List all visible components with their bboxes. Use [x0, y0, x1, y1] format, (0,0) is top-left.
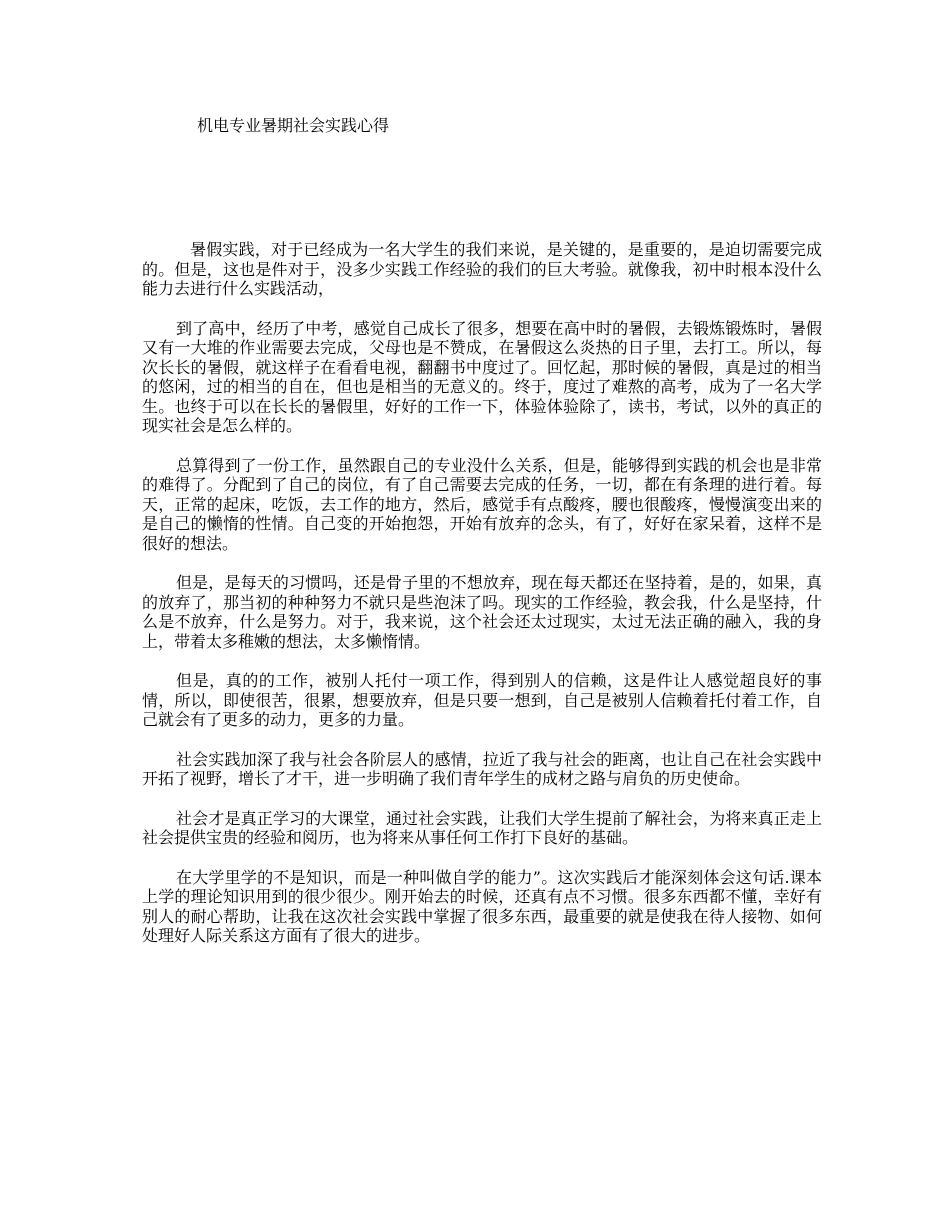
document-body [142, 240, 822, 966]
paragraph-3: 总算得到了一份工作，虽然跟自己的专业没什么关系，但是，能够得到实践的机会也是非常的难得了。分配到了自己的岗位，有了自己需要去完成的任务，一切，都在有条理的进行着。每天，正常的起床，吃饭，去工作的地方，然后，感觉手有点酸疼，腰也很酸疼，慢慢演变出来的是自己的懒惰的性情。自己变的开始抱怨，开始有放弃的念头，有了，好好在家呆着，这样不是很好的想法。 [142, 455, 822, 553]
paragraph-6: 社会实践加深了我与社会各阶层人的感情，拉近了我与社会的距离，也让自己在社会实践中开拓了视野，增长了才干，进一步明确了我们青年学生的成材之路与肩负的历史使命。 [142, 749, 822, 788]
paragraph-7: 社会才是真正学习的大课堂，通过社会实践，让我们大学生提前了解社会，为将来真正走上社会提供宝贵的经验和阅历，也为将来从事任何工作打下良好的基础。 [142, 808, 822, 847]
paragraph-2: 到了高中，经历了中考，感觉自己成长了很多，想要在高中时的暑假，去锻炼锻炼时，暑假又有一大堆的作业需要去完成，父母也是不赞成，在暑假这么炎热的日子里，去打工。所以，每次长长的暑假，就这样子在看看电视，翻翻书中度过了。回忆起，那时候的暑假，真是过的相当的悠闲，过的相当的自在，但也是相当的无意义的。终于，度过了难熬的高考，成为了一名大学生。也终于可以在长长的暑假里，好好的工作一下，体验体验除了，读书，考试，以外的真正的现实社会是怎么样的。 [142, 318, 822, 435]
paragraph-8: 在大学里学的不是知识，而是一种叫做自学的能力”。这次实践后才能深刻体会这句话.课本上学的理论知识用到的很少很少。刚开始去的时候，还真有点不习惯。很多东西都不懂，幸好有别人的耐心帮助，让我在这次社会实践中掌握了很多东西，最重要的就是使我在待人接物、如何处理好人际关系这方面有了很大的进步。 [142, 867, 822, 945]
paragraph-5: 但是，真的的工作，被别人托付一项工作，得到别人的信赖，这是件让人感觉超良好的事情，所以，即使很苦，很累，想要放弃，但是只要一想到，自己是被别人信赖着托付着工作，自己就会有了更多的动力，更多的力量。 [142, 671, 822, 729]
document-title: 机电专业暑期社会实践心得 [197, 116, 390, 135]
paragraph-4: 但是，是每天的习惯吗，还是骨子里的不想放弃，现在每天都还在坚持着，是的，如果，真的放弃了，那当初的种种努力不就只是些泡沫了吗。现实的工作经验，教会我，什么是坚持，什么是不放弃，什么是努力。对于，我来说，这个社会还太过现实，太过无法正确的融入，我的身上，带着太多稚嫩的想法，太多懒惰情。 [142, 573, 822, 651]
paragraph-1: 暑假实践，对于已经成为一名大学生的我们来说，是关键的，是重要的，是迫切需要完成的。但是，这也是件对于，没多少实践工作经验的我们的巨大考验。就像我，初中时根本没什么能力去进行什么实践活动， [142, 240, 822, 298]
